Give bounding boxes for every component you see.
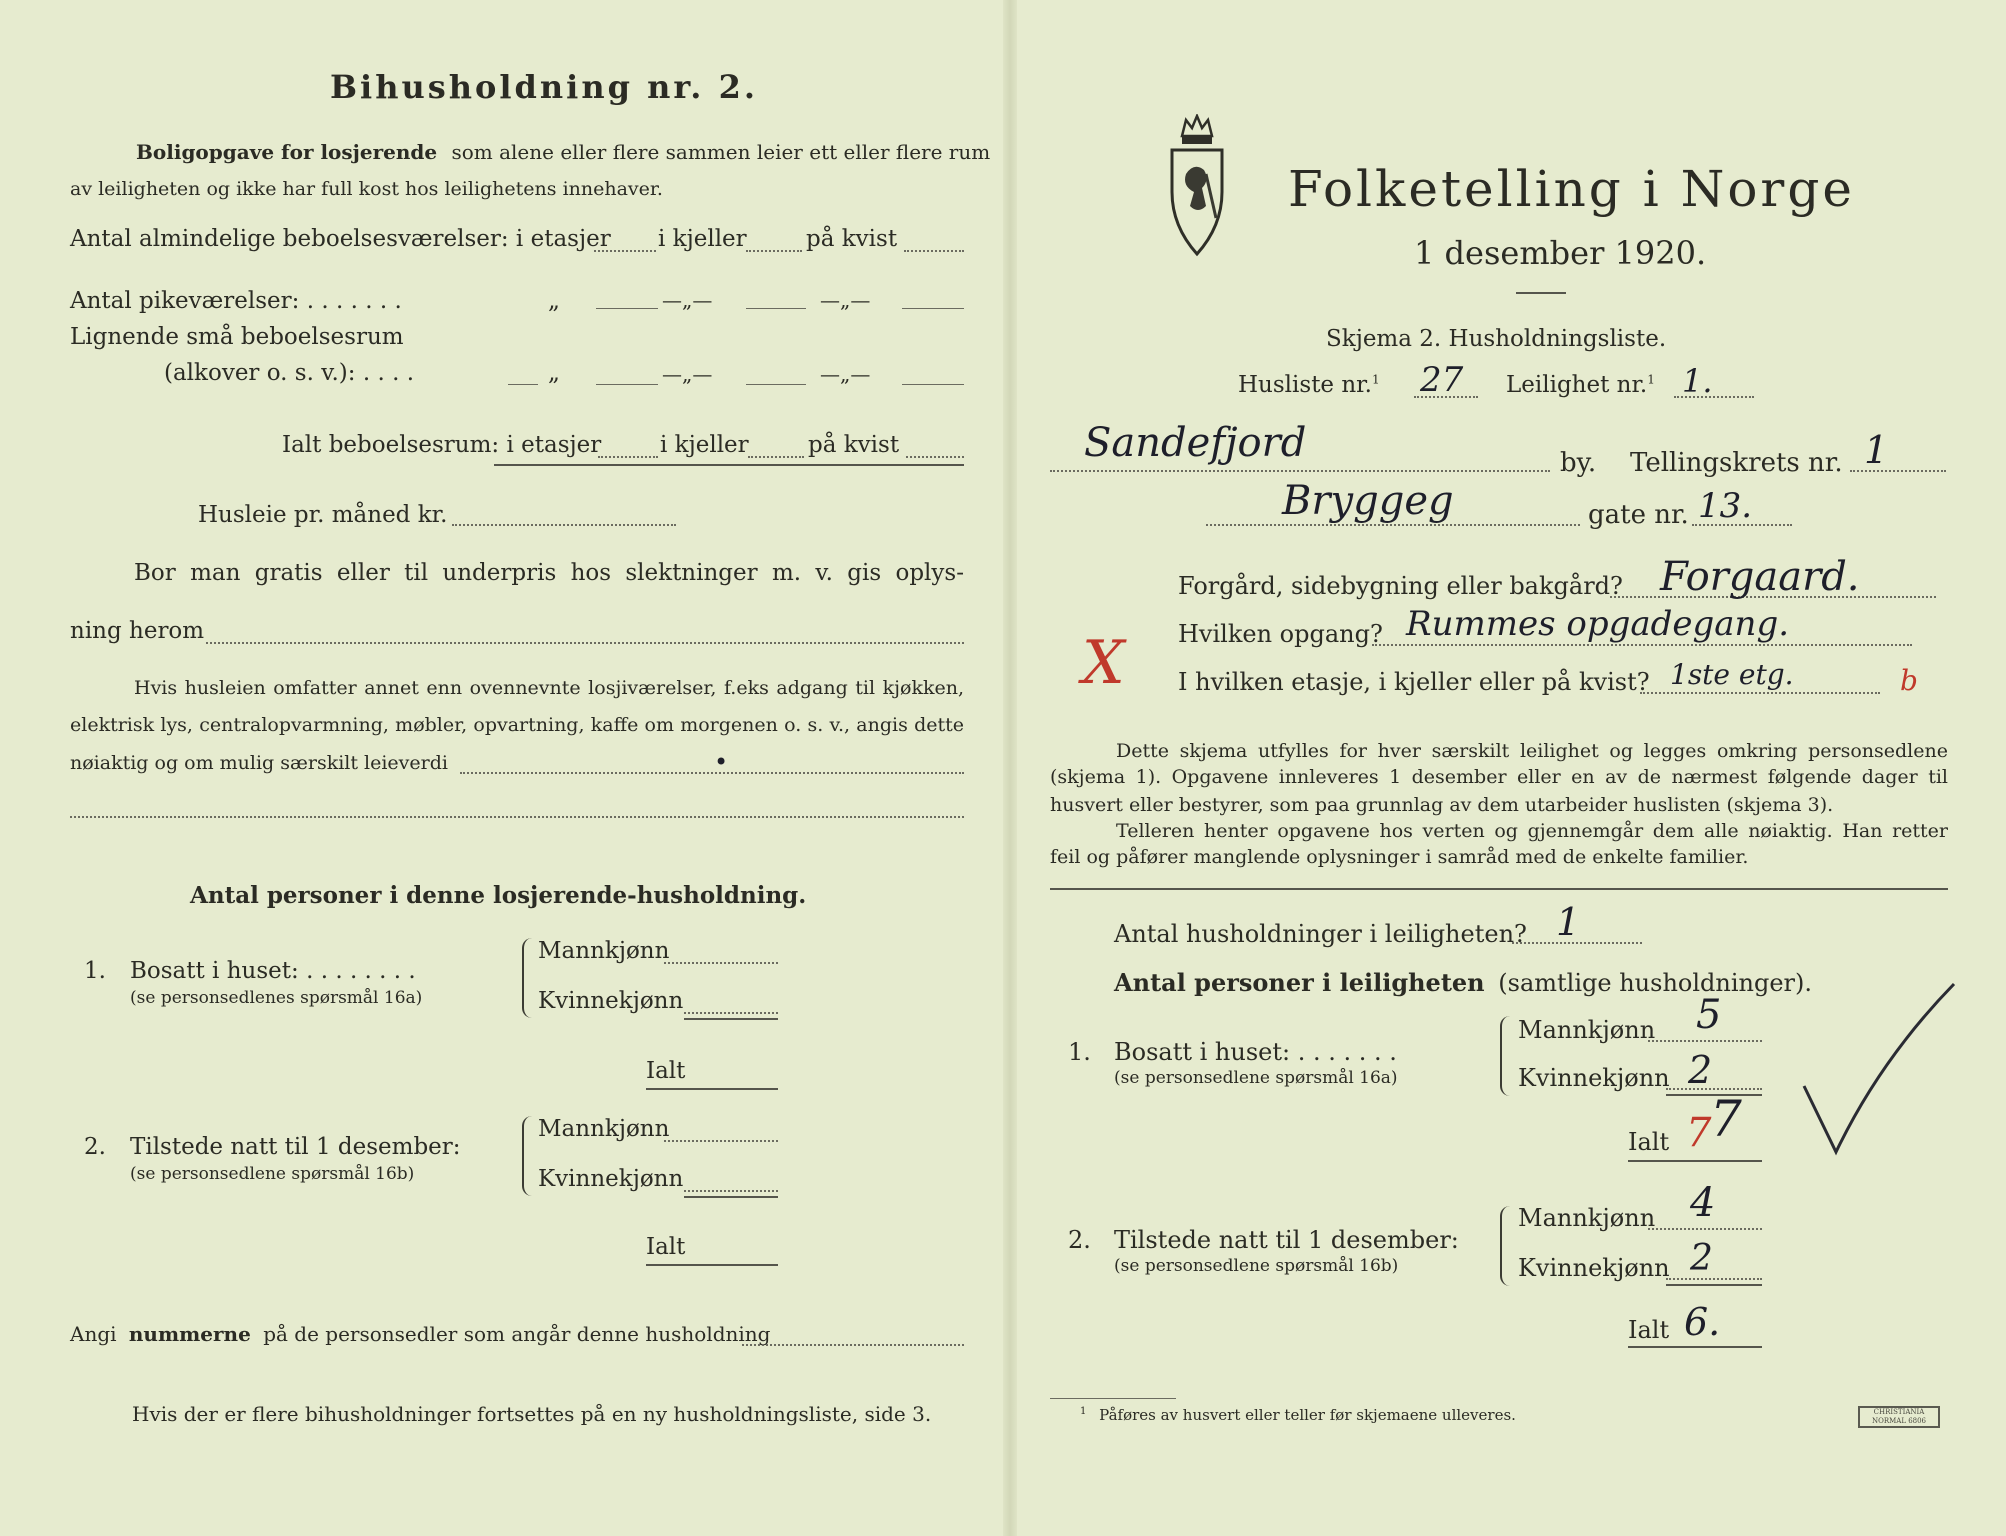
instr-para1-last: husvert eller bestyrer, som paa grunnlag av dem utarbeider huslisten (skjema 3). <box>1050 794 1834 816</box>
leilighet-label <box>1506 372 1655 398</box>
lignende-line2: (alkover o. s. v.): . . . . <box>164 360 415 386</box>
right-q2-kvinne-rule <box>1666 1284 1762 1286</box>
angi-rest: på de personsedler som angår denne husholdning <box>263 1322 771 1346</box>
tellingskrets-value[interactable]: 1 <box>1864 428 1889 472</box>
right-q1-ialt-red-value: 7 <box>1686 1110 1712 1156</box>
right-q1-brace <box>1500 1016 1512 1096</box>
instr-para2-last: feil og påfører manglende oplysninger i samråd med de enkelte familier. <box>1050 846 1749 868</box>
left-q2-mann-label: Mannkjønn <box>538 1116 670 1142</box>
husliste-value[interactable]: 27 <box>1420 360 1464 400</box>
bor-field[interactable] <box>206 642 964 644</box>
husleie-label: Husleie pr. måned kr. <box>198 502 448 528</box>
right-q2-kvinne-label: Kvinnekjønn <box>1518 1254 1670 1282</box>
left-q2-label: Tilstede natt til 1 desember: <box>130 1134 461 1160</box>
left-q2-kvinne-rule <box>684 1196 778 1198</box>
ialt-rooms-kvist-field[interactable] <box>906 456 964 458</box>
left-q2-brace <box>522 1116 534 1196</box>
right-q2-ialt-value[interactable]: 6. <box>1684 1300 1721 1344</box>
red-x-mark: X <box>1082 628 1125 698</box>
right-q2-mann-field[interactable] <box>1648 1228 1762 1230</box>
pike-kvist-field[interactable] <box>902 308 964 309</box>
lignende-kvist-field[interactable] <box>902 384 964 385</box>
ialt-rooms-etasjer-field[interactable] <box>598 456 658 458</box>
right-q1-sub: (se personsedlene spørsmål 16a) <box>1114 1068 1398 1088</box>
angi-pre: Angi <box>70 1322 117 1346</box>
husliste-label <box>1238 372 1380 398</box>
left-q1-kvinne-field[interactable] <box>684 1012 778 1014</box>
left-q2-sub: (se personsedlene spørsmål 16b) <box>130 1164 415 1184</box>
left-q1-ialt-label: Ialt <box>646 1058 686 1084</box>
by-label: by. <box>1560 448 1597 478</box>
ialt-rooms-underline <box>494 464 964 466</box>
gate-label: gate nr. <box>1588 500 1689 530</box>
page-fold <box>1003 0 1017 1536</box>
right-date: 1 desember 1920. <box>1414 234 1707 272</box>
right-q2-brace <box>1500 1206 1512 1286</box>
footnote-mark-3: 1 <box>1080 1406 1087 1417</box>
city-value[interactable]: Sandefjord <box>1084 420 1307 466</box>
check-mark-icon <box>1800 980 1960 1160</box>
right-q1-ialt-label: Ialt <box>1628 1128 1670 1156</box>
instr-para2: Telleren henter opgavene hos verten og gjennemgår dem alle nøiaktig. Han retter <box>1116 820 1948 842</box>
right-q2-sub: (se personsedlene spørsmål 16b) <box>1114 1256 1399 1276</box>
street-value[interactable]: Bryggeg <box>1282 478 1454 524</box>
ialt-rooms-kjeller-label: i kjeller <box>660 432 749 458</box>
right-q2-ialt-field[interactable] <box>1628 1346 1762 1348</box>
tellingskrets-label: Tellingskrets nr. <box>1630 448 1843 478</box>
red-b-mark: b <box>1900 664 1918 697</box>
forgard-value[interactable]: Forgaard. <box>1660 554 1860 600</box>
left-q2-kvinne-label: Kvinnekjønn <box>538 1166 684 1192</box>
leieverdi-field-2[interactable] <box>70 816 964 818</box>
forgard-label: Forgård, sidebygning eller bakgård? <box>1178 572 1623 600</box>
footnote-mark-1: 1 <box>1371 372 1380 387</box>
left-q1-label: Bosatt i huset: . . . . . . . . <box>130 958 416 984</box>
lignende-line1: Lignende små beboelsesrum <box>70 324 404 350</box>
etasje-label: I hvilken etasje, i kjeller eller på kvist? <box>1178 668 1650 696</box>
right-q1-kvinne-label: Kvinnekjønn <box>1518 1064 1670 1092</box>
husleie-field[interactable] <box>452 524 676 526</box>
date-underline <box>1516 292 1566 294</box>
instr-para1: Dette skjema utfylles for hver særskilt leilighet og legges omkring personsedlene (skjema 1). Opgavene innleveres 1 desember eller en av de nærmest følgende dager til <box>1050 740 1948 788</box>
right-q1-label: Bosatt i huset: . . . . . . . <box>1114 1038 1397 1066</box>
husliste-label-text: Husliste nr. <box>1238 372 1372 398</box>
city-field[interactable] <box>1050 470 1550 472</box>
instr-rule <box>1050 888 1948 890</box>
lignende-etasjer-field[interactable] <box>596 384 658 385</box>
gate-value[interactable]: 13. <box>1698 486 1753 526</box>
rooms-etasjer-field[interactable] <box>594 250 656 252</box>
pike-kjeller-field[interactable] <box>746 308 806 309</box>
hvis-paragraph: Hvis husleien omfatter annet enn ovennevnte losjiværelser, f.eks adgang til kjøkken, elektrisk lys, centralopvarmning, møbler, opvartning, kaffe om morgenen o. s. v., angis dette <box>70 677 964 736</box>
antal-bold: Antal personer i leiligheten <box>1114 968 1485 997</box>
footnote-rule <box>1050 1398 1176 1399</box>
right-q2-kvinne-value[interactable]: 2 <box>1690 1238 1713 1279</box>
left-q2-num: 2. <box>84 1134 106 1160</box>
right-q1-mann-value[interactable]: 5 <box>1696 992 1722 1038</box>
bor-line1: Bor man gratis eller til underpris hos slektninger m. v. gis oplys- <box>134 560 964 586</box>
ialt-rooms-kjeller-field[interactable] <box>748 456 804 458</box>
footnote-line <box>1080 1406 1516 1424</box>
intro-line1 <box>136 140 990 164</box>
etasje-field[interactable] <box>1640 692 1880 694</box>
right-q1-mann-field[interactable] <box>1648 1040 1762 1042</box>
lignende-kjeller-field[interactable] <box>746 384 806 385</box>
left-q1-brace <box>522 938 534 1018</box>
intro-rest: som alene eller flere sammen leier ett eller flere rum <box>451 140 991 164</box>
lignende-dash-ditto-2: —„— <box>820 362 871 386</box>
hush-label: Antal husholdninger i leiligheten? <box>1114 920 1527 948</box>
street-field[interactable] <box>1206 524 1580 526</box>
pike-dash-ditto-2: —„— <box>820 288 871 312</box>
right-title: Folketelling i Norge <box>1288 160 1855 218</box>
right-q2-label: Tilstede natt til 1 desember: <box>1114 1226 1459 1254</box>
norway-coat-of-arms-icon <box>1166 114 1228 264</box>
right-q2-mann-value[interactable]: 4 <box>1690 1180 1716 1226</box>
antal-personer-heading: Antal personer i denne losjerende-husholdning. <box>190 882 807 909</box>
hush-value[interactable]: 1 <box>1556 900 1581 944</box>
rooms-kjeller-field[interactable] <box>746 250 802 252</box>
left-q2-kvinne-field[interactable] <box>684 1190 778 1192</box>
rooms-label: Antal almindelige beboelsesværelser: i etasjer <box>70 226 611 252</box>
antal-rest: (samtlige husholdninger). <box>1498 969 1813 997</box>
left-q1-kvinne-rule <box>684 1018 778 1020</box>
right-q1-mann-label: Mannkjønn <box>1518 1016 1656 1044</box>
pike-dash-ditto-1: —„— <box>662 288 713 312</box>
opgang-field[interactable] <box>1372 644 1912 646</box>
footnote-text: Påføres av husvert eller teller før skjemaene ulleveres. <box>1099 1406 1516 1424</box>
leilighet-value[interactable]: 1. <box>1682 362 1713 400</box>
left-q1-num: 1. <box>84 958 106 984</box>
leilighet-label-text: Leilighet nr. <box>1506 372 1648 398</box>
pike-ditto: „ <box>548 288 560 314</box>
bor-line2: ning herom <box>70 618 205 644</box>
angi-line <box>70 1322 770 1346</box>
right-q1-num: 1. <box>1068 1038 1091 1066</box>
hvis-last-line: nøiaktig og om mulig særskilt leieverdi <box>70 752 448 774</box>
right-q2-num: 2. <box>1068 1226 1091 1254</box>
footnote-mark-2: 1 <box>1647 372 1655 387</box>
left-q1-kvinne-label: Kvinnekjønn <box>538 988 684 1014</box>
right-q2-kvinne-field[interactable] <box>1666 1278 1762 1280</box>
left-q1-ialt-field[interactable] <box>646 1088 778 1090</box>
left-q1-sub: (se personsedlenes spørsmål 16a) <box>130 988 423 1008</box>
left-footer: Hvis der er flere bihusholdninger fortsettes på en ny husholdningsliste, side 3. <box>132 1402 932 1426</box>
lignende-lead-line <box>508 384 538 385</box>
opgang-label: Hvilken opgang? <box>1178 620 1383 648</box>
left-q1-mann-label: Mannkjønn <box>538 938 670 964</box>
right-q1-ialt-field[interactable] <box>1628 1160 1762 1162</box>
pike-label: Antal pikeværelser: . . . . . . . <box>70 288 402 314</box>
ink-dot: • <box>714 748 729 776</box>
etasje-value[interactable]: 1ste etg. <box>1670 658 1794 691</box>
angi-field[interactable] <box>742 1344 964 1346</box>
right-q2-mann-label: Mannkjønn <box>1518 1204 1656 1232</box>
left-q1-mann-field[interactable] <box>664 962 778 964</box>
left-q2-ialt-label: Ialt <box>646 1234 686 1260</box>
lignende-ditto: „ <box>548 360 560 386</box>
ialt-rooms-kvist-label: på kvist <box>808 432 900 458</box>
rooms-kvist-label: på kvist <box>806 226 898 252</box>
right-q1-kvinne-value[interactable]: 2 <box>1688 1048 1713 1092</box>
left-title: Bihusholdning nr. 2. <box>330 68 758 106</box>
left-q2-ialt-field[interactable] <box>646 1264 778 1266</box>
lignende-dash-ditto-1: —„— <box>662 362 713 386</box>
pike-etasjer-field[interactable] <box>596 308 658 309</box>
printer-stamp: CHRISTIANIA NORMAL 6806 <box>1858 1406 1940 1428</box>
angi-bold: nummerne <box>128 1322 251 1346</box>
rooms-kjeller-label: i kjeller <box>658 226 747 252</box>
left-q2-mann-field[interactable] <box>664 1140 778 1142</box>
opgang-value[interactable]: Rummes opgadegang. <box>1406 604 1790 644</box>
schema-label: Skjema 2. Husholdningsliste. <box>1326 326 1667 352</box>
right-q2-ialt-label: Ialt <box>1628 1316 1670 1344</box>
ialt-rooms-label: Ialt beboelsesrum: i etasjer <box>282 432 602 458</box>
rooms-kvist-field[interactable] <box>904 250 964 252</box>
intro-line2: av leiligheten og ikke har full kost hos leilighetens innehaver. <box>70 178 663 200</box>
leieverdi-field[interactable] <box>460 772 964 774</box>
intro-bold: Boligopgave for losjerende <box>136 140 438 164</box>
right-q1-ialt-value[interactable]: 7 <box>1710 1090 1742 1148</box>
